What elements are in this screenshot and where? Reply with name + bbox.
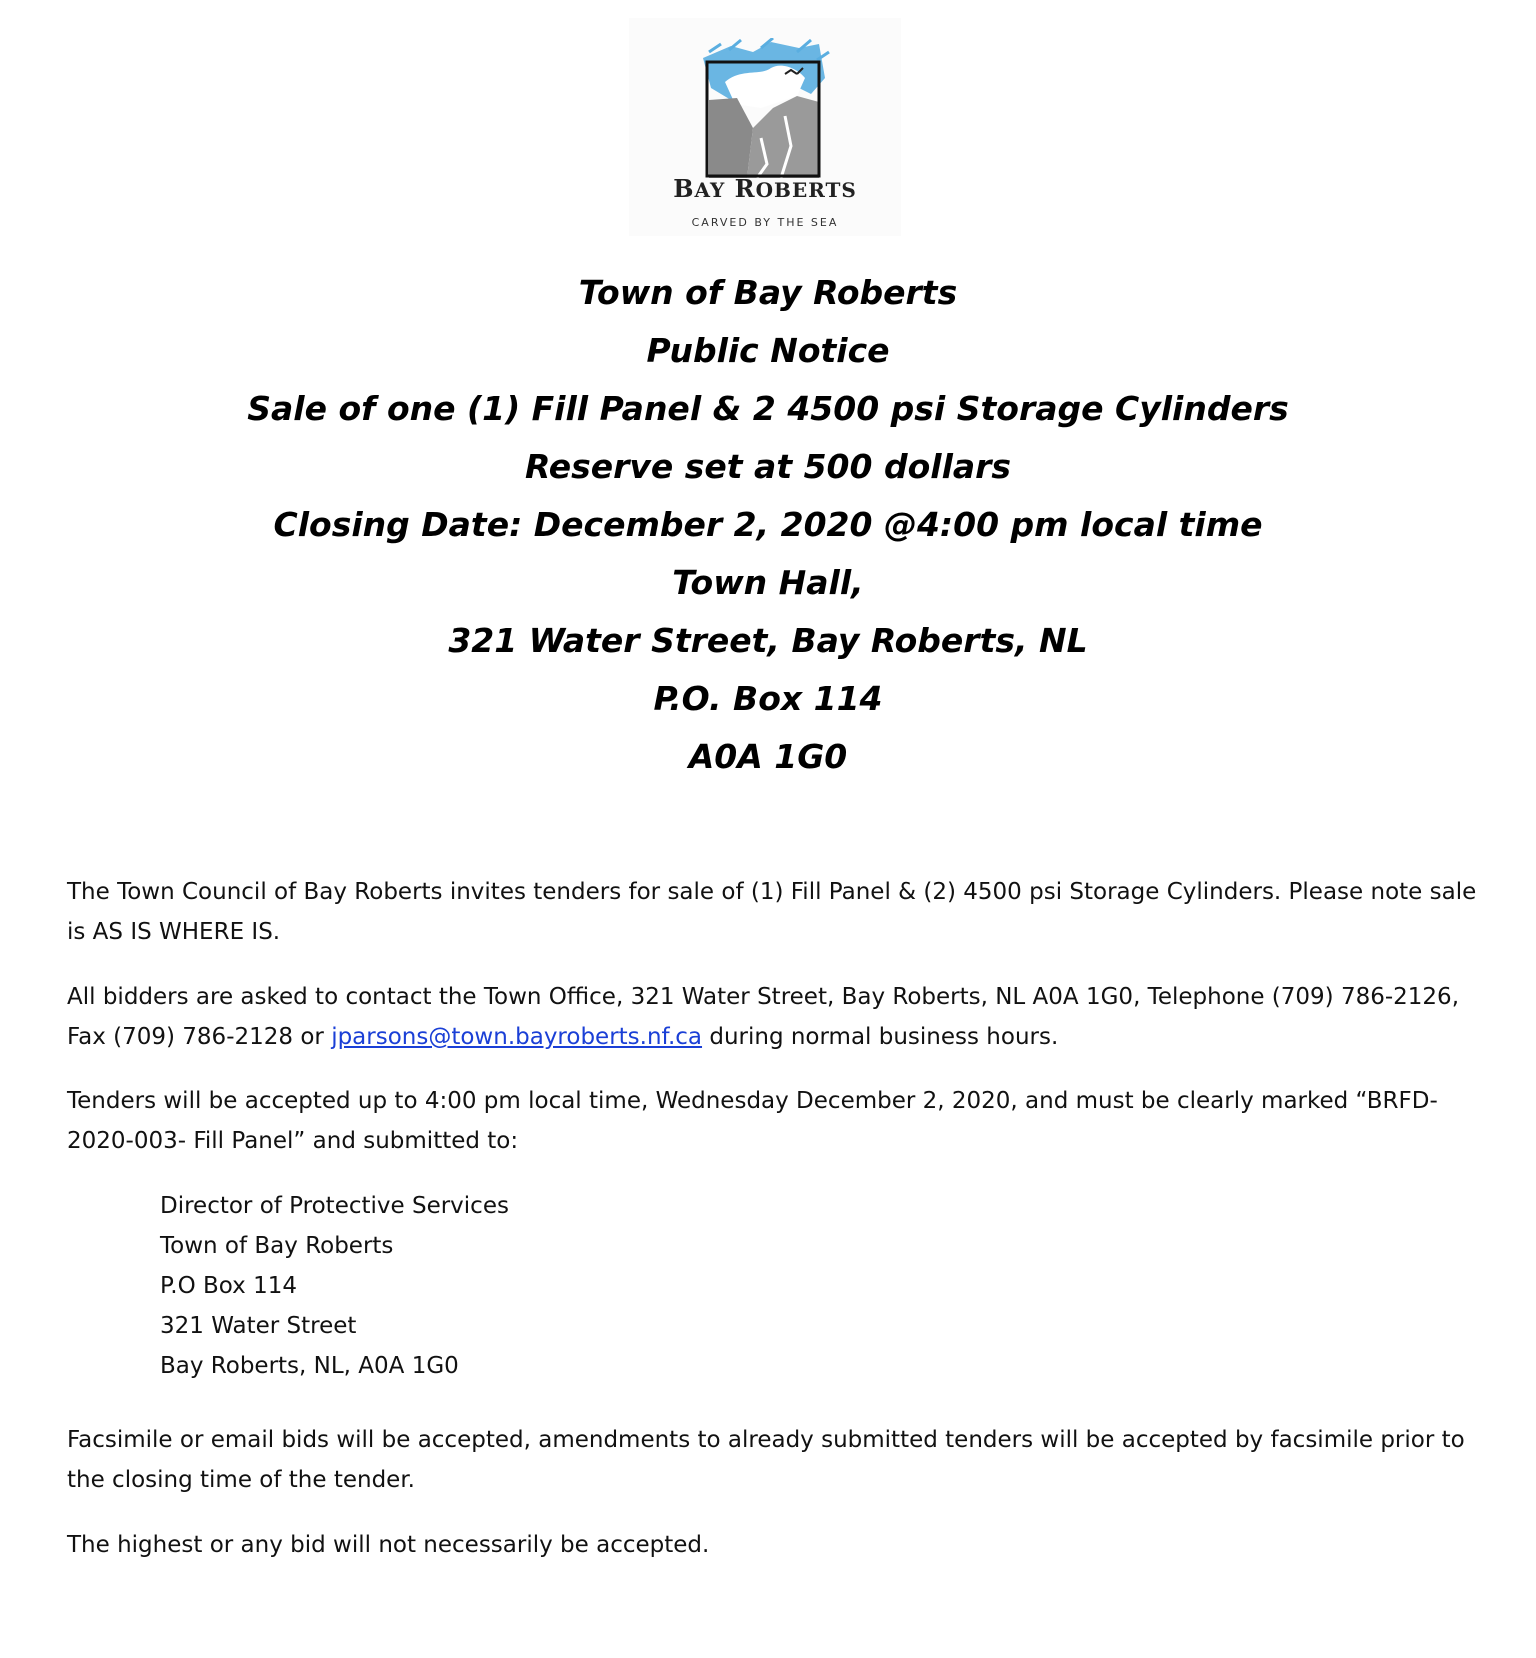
paragraph-disclaimer: The highest or any bid will not necessarily be accepted.: [67, 1532, 710, 1558]
title-line-reserve: Reserve set at 500 dollars: [524, 447, 1012, 486]
logo-tagline: CARVED BY THE SEA: [691, 216, 839, 229]
address-line: Town of Bay Roberts: [160, 1233, 394, 1259]
paragraph-contact-text-end: during normal business hours.: [702, 1024, 1059, 1050]
paragraph-facsimile: Facsimile or email bids will be accepted, amendments to already submitted tenders will be accepted by facsimile prior to the closing time of the tender.: [67, 1427, 1465, 1493]
title-line-street: 321 Water Street, Bay Roberts, NL: [448, 621, 1088, 660]
cliff-and-sea-logo-icon: [701, 38, 831, 186]
town-logo: [629, 18, 901, 236]
title-line-town: Town of Bay Roberts: [578, 273, 958, 312]
title-line-closing-date: Closing Date: December 2, 2020 @4:00 pm local time: [273, 505, 1263, 544]
title-line-po-box: P.O. Box 114: [653, 679, 883, 718]
title-line-sale: Sale of one (1) Fill Panel & 2 4500 psi Storage Cylinders: [247, 389, 1289, 428]
email-link[interactable]: jparsons@town.bayroberts.nf.ca: [331, 1024, 703, 1050]
paragraph-contact-text: All bidders are asked to contact the Town Office, 321 Water Street, Bay Roberts, NL A0A 1G0, Telephone (709) 786-2126, Fax (709) 786-2128 or: [67, 984, 1460, 1050]
title-line-postal-code: A0A 1G0: [688, 737, 848, 776]
logo-wordmark: BAY ROBERTS: [673, 174, 857, 203]
title-line-public-notice: Public Notice: [646, 331, 890, 370]
paragraph-invitation: The Town Council of Bay Roberts invites tenders for sale of (1) Fill Panel & (2) 4500 psi Storage Cylinders. Please note sale is AS IS WHERE IS.: [67, 879, 1477, 945]
address-line: Director of Protective Services: [160, 1193, 509, 1219]
paragraph-contact: [67, 977, 1477, 1057]
address-line: P.O Box 114: [160, 1273, 297, 1299]
paragraph-submission: Tenders will be accepted up to 4:00 pm local time, Wednesday December 2, 2020, and must be clearly marked “BRFD-2020-003- Fill Panel” and submitted to:: [67, 1088, 1438, 1154]
title-line-town-hall: Town Hall,: [672, 563, 864, 602]
address-line: 321 Water Street: [160, 1313, 357, 1339]
address-line: Bay Roberts, NL, A0A 1G0: [160, 1353, 459, 1379]
mailing-address: [160, 1186, 1060, 1386]
notice-title-block: [0, 264, 1536, 786]
